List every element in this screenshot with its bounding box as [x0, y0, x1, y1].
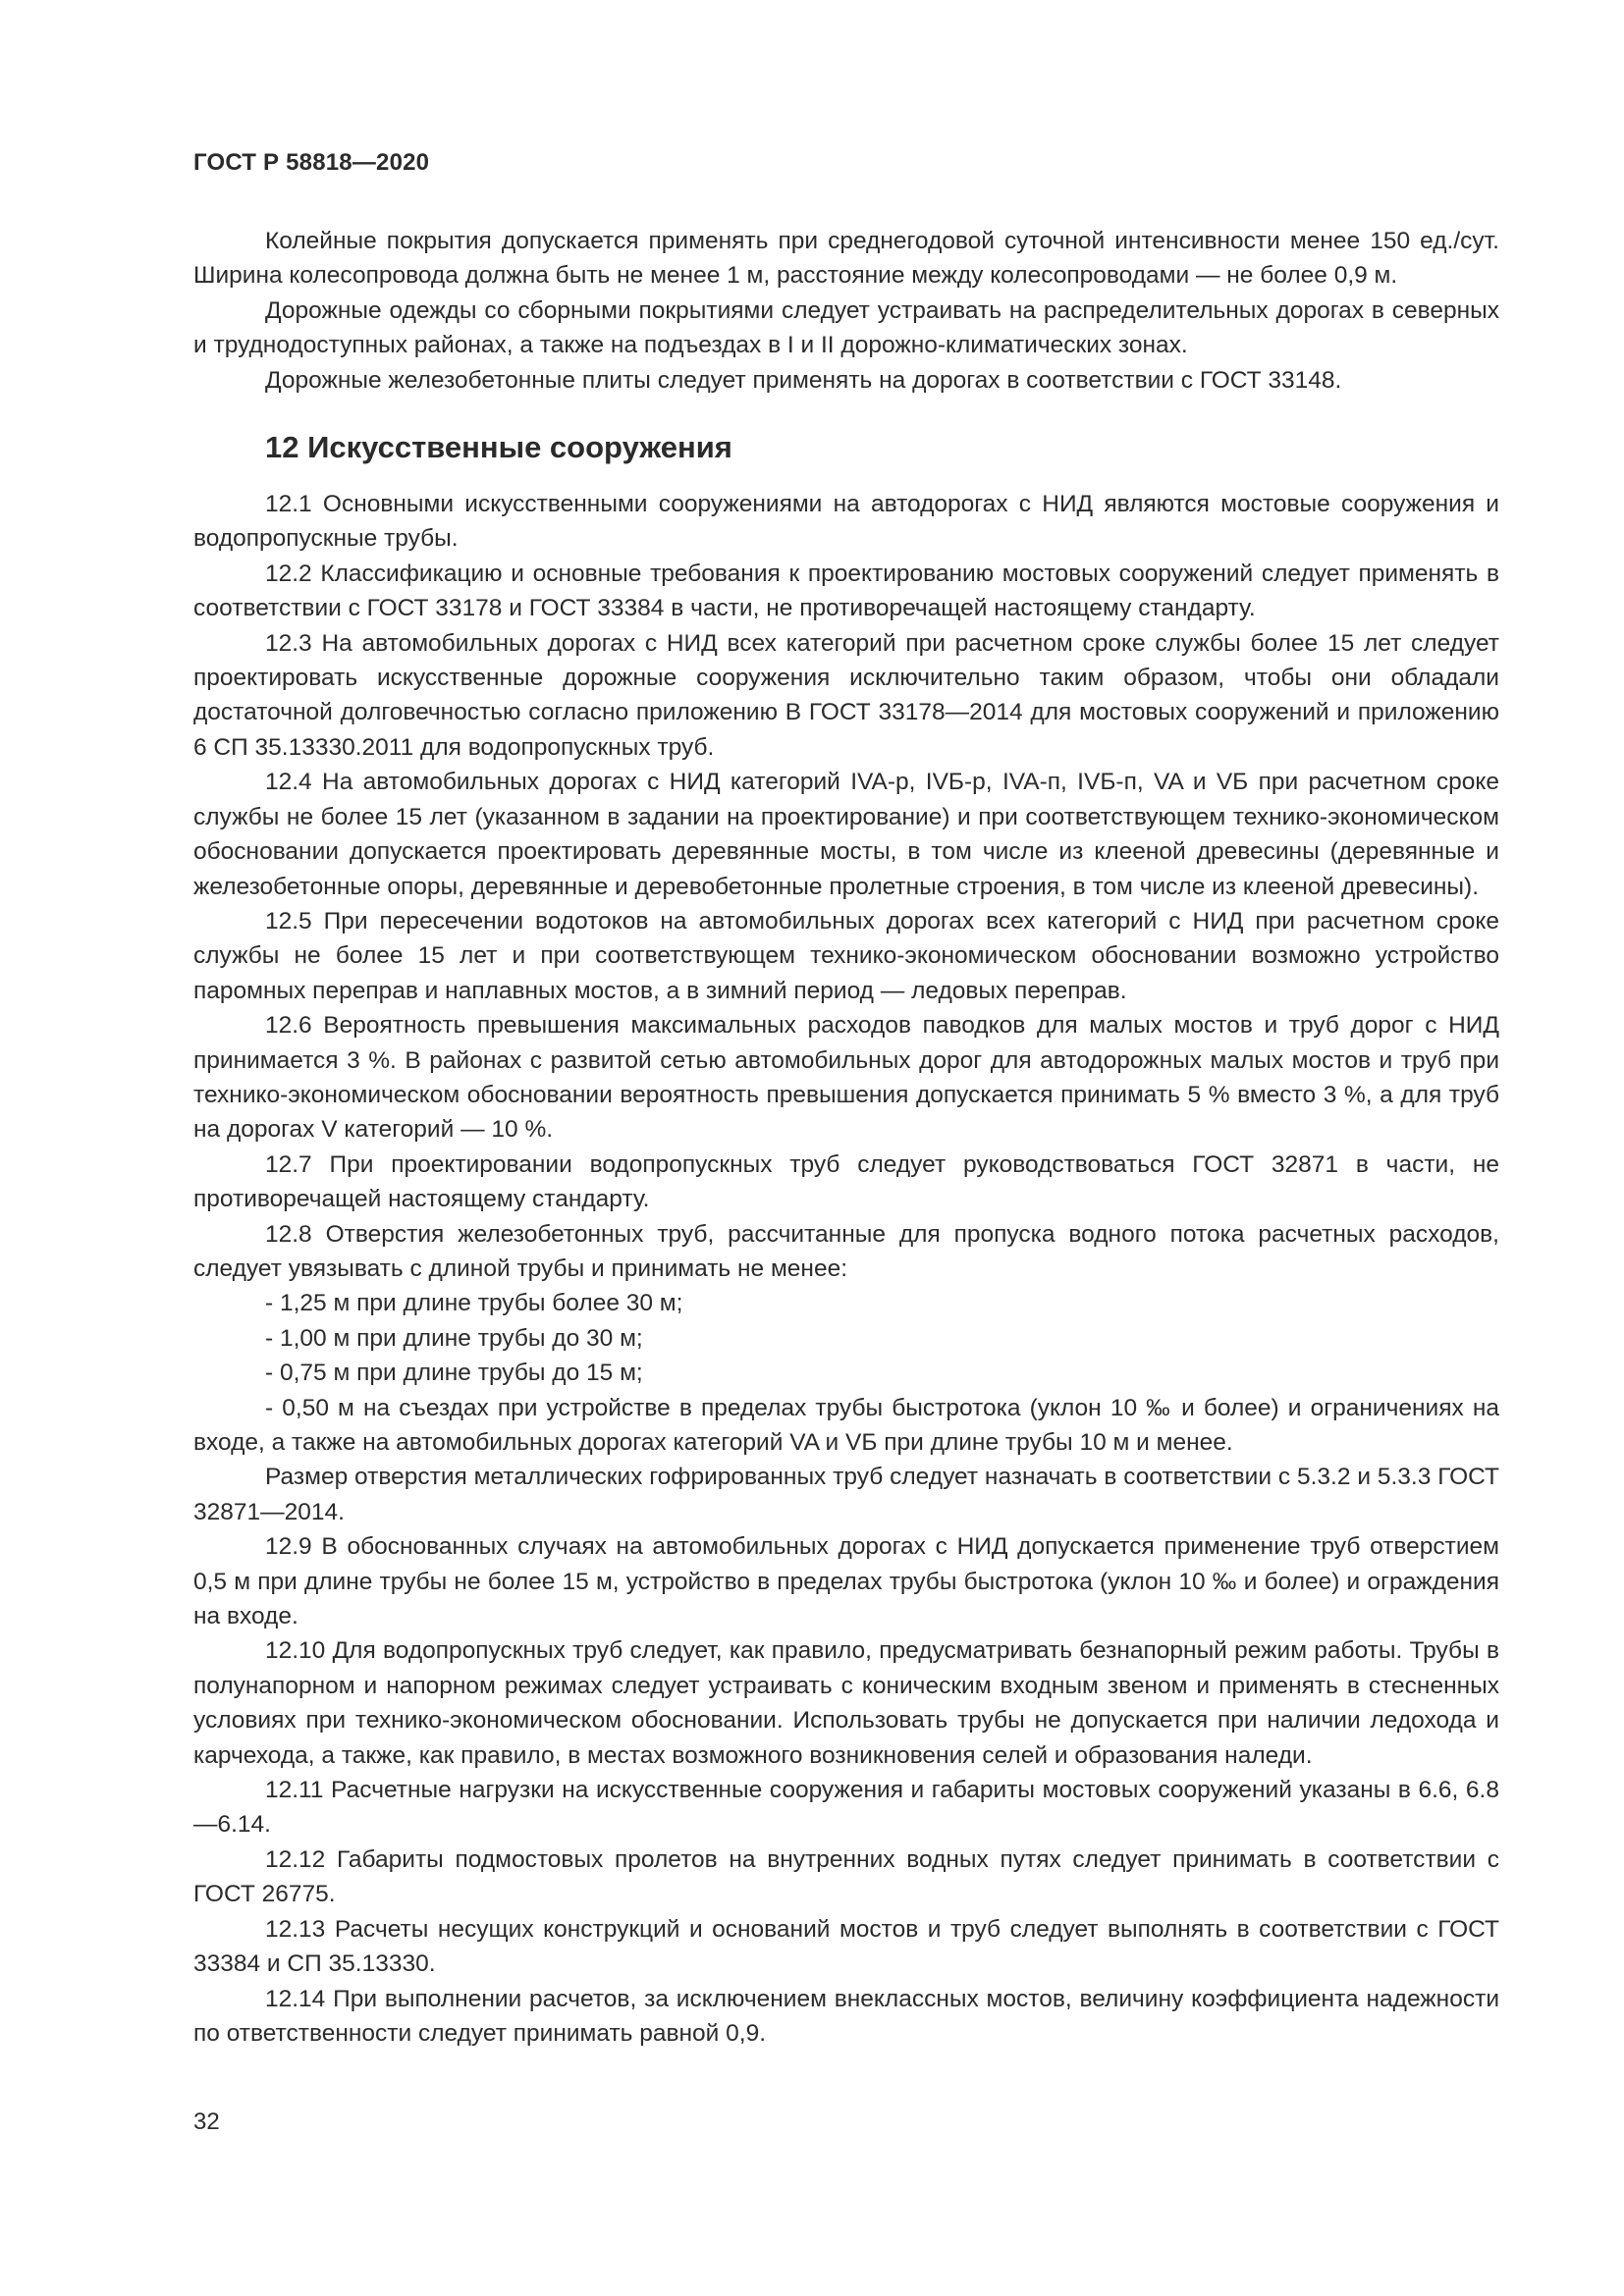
paragraph-12-10: 12.10 Для водопропускных труб следует, как правило, предусматривать безнапорный режим работы. Трубы в полунапорном и напорном режимах следует устраивать с коническим входным звеном и применять в стесненных условиях при технико-экономическом обосновании. Использовать трубы не допускается при наличии ледохода и карчехода, а также, как правило, в местах возможного возникновения селей и образования наледи. [193, 1637, 1499, 1769]
paragraph-rut-coatings: Колейные покрытия допускается применять при среднегодовой суточной интенсивности менее 150 ед./сут. Ширина колесопровода должна быть не менее 1 м, расстояние между колесопроводами — не более 0,9 м. [193, 228, 1499, 290]
list-item: - 1,00 м при длине трубы до 30 м; [265, 1324, 643, 1352]
paragraph-12-6: 12.6 Вероятность превышения максимальных расходов паводков для малых мостов и труб дорог с НИД принимается 3 %. В районах с развитой сетью автомобильных дорог для автодорожных малых мостов и труб при технико-экономическом обосновании вероятность превышения допускается принимать 5 % вместо 3 %, а для труб на дорогах V категорий — 10 %. [193, 1012, 1499, 1144]
list-item: - 0,75 м при длине трубы до 15 м; [265, 1360, 643, 1387]
paragraph-12-7: 12.7 При проектировании водопропускных труб следует руководствоваться ГОСТ 32871 в части, не противоречащей настоящему стандарту. [193, 1150, 1499, 1213]
paragraph-12-8-note: Размер отверстия металлических гофрированных труб следует назначать в соответствии с 5.3.2 и 5.3.3 ГОСТ 32871—2014. [193, 1464, 1499, 1525]
paragraph-12-5: 12.5 При пересечении водотоков на автомобильных дорогах всех категорий с НИД при расчетном сроке службы не более 15 лет и при соответствующем технико-экономическом обосновании возможно устройство паромных переправ и наплавных мостов, а в зимний период — ледовых переправ. [193, 907, 1499, 1004]
paragraph-12-3: 12.3 На автомобильных дорогах с НИД всех категорий при расчетном сроке службы более 15 лет следует проектировать искусственные дорожные сооружения исключительно таким образом, чтобы они обладали достаточной долговечностью согласно приложению В ГОСТ 33178—2014 для мостовых сооружений и приложению 6 СП 35.13330.2011 для водопропускных труб. [193, 629, 1499, 761]
paragraph-prefab-coatings: Дорожные одежды со сборными покрытиями следует устраивать на распределительных дорогах в северных и труднодоступных районах, а также на подъездах в I и II дорожно-климатических зонах. [193, 296, 1499, 359]
paragraph-12-12: 12.12 Габариты подмостовых пролетов на внутренних водных путях следует принимать в соответствии с ГОСТ 26775. [193, 1845, 1499, 1908]
paragraph-12-13: 12.13 Расчеты несущих конструкций и оснований мостов и труб следует выполнять в соответствии с ГОСТ 33384 и СП 35.13330. [193, 1915, 1499, 1978]
paragraph-concrete-slabs: Дорожные железобетонные плиты следует применять на дорогах в соответствии с ГОСТ 33148. [265, 366, 1342, 394]
paragraph-12-2: 12.2 Классификацию и основные требования к проектированию мостовых сооружений следует применять в соответствии с ГОСТ 33178 и ГОСТ 33384 в части, не противоречащей настоящему стандарту. [193, 560, 1499, 622]
paragraph-12-9: 12.9 В обоснованных случаях на автомобильных дорогах с НИД допускается применение труб отверстием 0,5 м при длине трубы не более 15 м, устройство в пределах трубы быстротока (уклон 10 ‰ и более) и ограждения на входе. [193, 1533, 1499, 1630]
list-item: - 1,25 м при длине трубы более 30 м; [265, 1290, 683, 1317]
section-title: 12 Искусственные сооружения [265, 430, 732, 465]
paragraph-12-4: 12.4 На автомобильных дорогах с НИД категорий IVA-р, IVБ-р, IVA-п, IVБ-п, VA и VБ при расчетном сроке службы не более 15 лет (указанном в задании на проектирование) и при соответствующем технико-экономическом обосновании допускается проектировать деревянные мосты, в том числе из клееной древесины (деревянные и железобетонные опоры, деревянные и деревобетонные пролетные строения, в том числе из клееной древесины). [193, 769, 1499, 900]
paragraph-12-14: 12.14 При выполнении расчетов, за исключением внеклассных мостов, величину коэффициента надежности по ответственности следует принимать равной 0,9. [193, 1985, 1499, 2047]
paragraph-12-1: 12.1 Основными искусственными сооружениями на автодорогах с НИД являются мостовые сооружения и водопропускные трубы. [193, 491, 1499, 553]
document-body [193, 224, 1499, 2051]
paragraph-12-11: 12.11 Расчетные нагрузки на искусственные сооружения и габариты мостовых сооружений указаны в 6.6, 6.8—6.14. [193, 1777, 1499, 1839]
page-number: 32 [193, 2109, 220, 2135]
document-header: ГОСТ Р 58818—2020 [193, 149, 430, 176]
paragraph-12-8: 12.8 Отверстия железобетонных труб, рассчитанные для пропуска водного потока расчетных расходов, следует увязывать с длиной трубы и принимать не менее: [193, 1220, 1499, 1282]
list-item: - 0,50 м на съездах при устройстве в пределах трубы быстротока (уклон 10 ‰ и более) и ограничениях на входе, а также на автомобильных дорогах категорий VA и VБ при длине трубы 10 м и менее. [193, 1394, 1499, 1456]
